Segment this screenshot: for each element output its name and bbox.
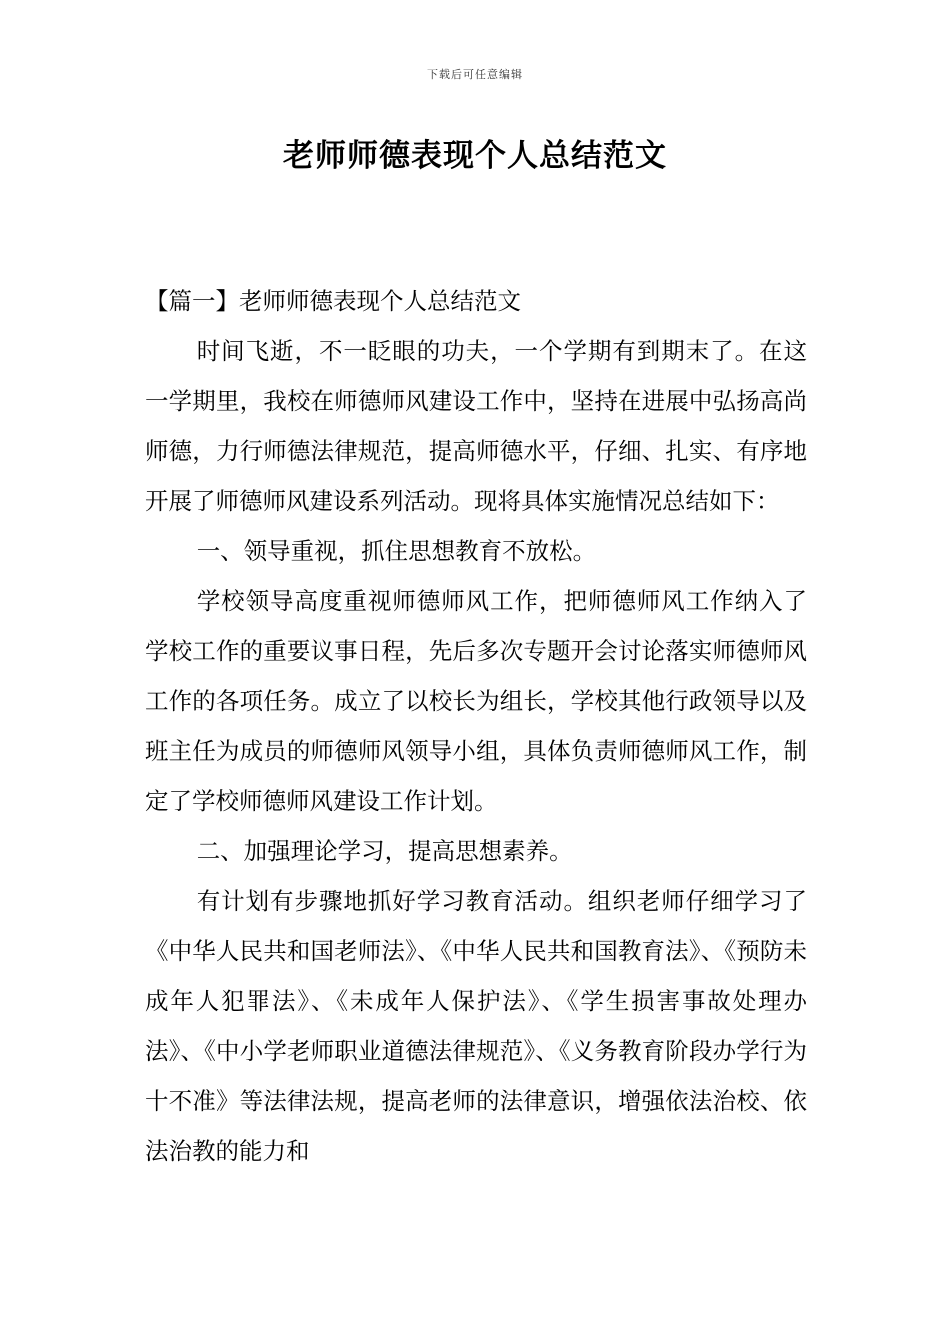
document-title: 老师师德表现个人总结范文 — [283, 138, 667, 174]
section-heading: 【篇一】老师师德表现个人总结范文 — [145, 287, 521, 315]
paragraph-intro: 时间飞逝，不一眨眼的功夫，一个学期有到期末了。在这一学期里，我校在师德师风建设工作中，坚持在进展中弘扬高尚师德，力行师德法律规范，提高师德水平，仔细、扎实、有序地开展了师德师风建设系列活动。现将具体实施情况总结如下： — [145, 337, 807, 515]
document-body — [145, 276, 807, 1176]
paragraph-leadership: 学校领导高度重视师德师风工作，把师德师风工作纳入了学校工作的重要议事日程，先后多次专题开会讨论落实师德师风工作的各项任务。成立了以校长为组长，学校其他行政领导以及班主任为成员的师德师风领导小组，具体负责师德师风工作，制定了学校师德师风建设工作计划。 — [145, 587, 807, 815]
paragraph-heading-2: 二、加强理论学习，提高思想素养。 — [196, 837, 573, 865]
header-note: 下载后可任意编辑 — [427, 68, 523, 81]
paragraph-study: 有计划有步骤地抓好学习教育活动。组织老师仔细学习了《中华人民共和国老师法》、《中华人民共和国教育法》、《预防未成年人犯罪法》、《未成年人保护法》、《学生损害事故处理办法》、《中小学老师职业道德法律规范》、《义务教育阶段办学行为十不准》等法律法规，提高老师的法律意识，增强依法治校、依法治教的能力和 — [145, 887, 807, 1165]
paragraph-heading-1: 一、领导重视，抓住思想教育不放松。 — [196, 537, 597, 565]
